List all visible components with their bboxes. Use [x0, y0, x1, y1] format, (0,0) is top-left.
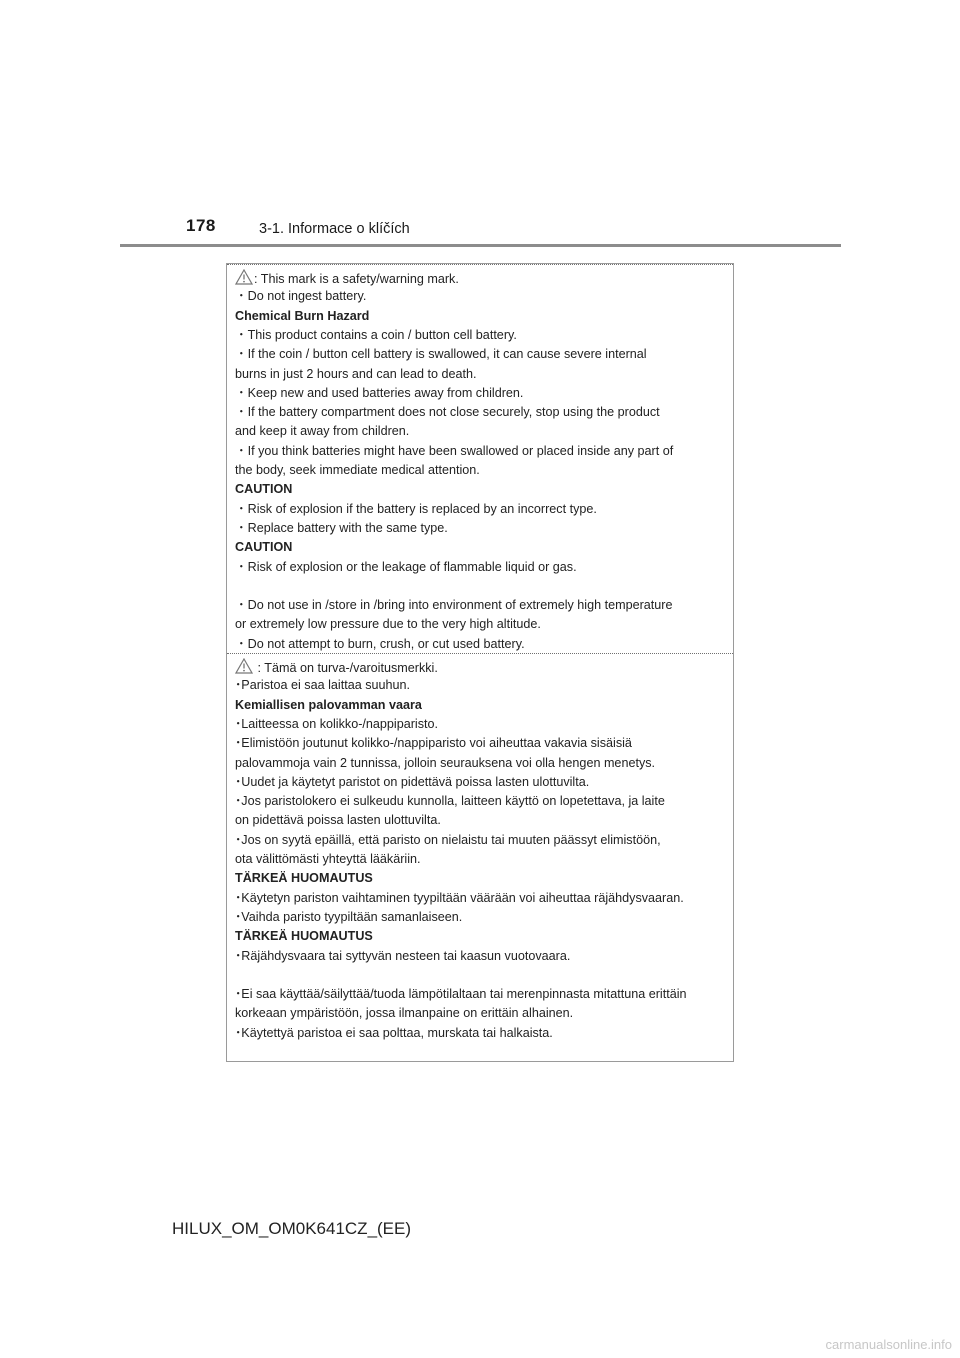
label-line-text: ･Ei saa käyttää/säilyttää/tuoda lämpötilaltaan tai merenpinnasta mitattuna erittäin	[235, 987, 687, 1002]
label-line-text: CAUTION	[235, 540, 293, 555]
finnish-label-line	[235, 890, 684, 906]
label-line-text: ・Keep new and used batteries away from children.	[235, 385, 524, 400]
label-line-text: ・Risk of explosion or the leakage of flammable liquid or gas.	[235, 559, 577, 574]
label-line-text: ･Käytettyä paristoa ei saa polttaa, murskata tai halkaista.	[235, 1025, 553, 1040]
english-label-line	[235, 288, 366, 304]
label-line-text: ･Elimistöön joutunut kolikko-/nappiparisto voi aiheuttaa vakavia sisäisiä	[235, 736, 632, 751]
label-line-text: : Tämä on turva-/varoitusmerkki.	[254, 661, 438, 675]
label-line-text: ・If you think batteries might have been swallowed or placed inside any part of	[235, 443, 674, 458]
english-label-line	[235, 346, 647, 362]
finnish-label-line	[235, 735, 632, 751]
english-label-line	[235, 327, 517, 343]
finnish-label-line	[235, 870, 373, 886]
battery-warning-label	[226, 263, 734, 1062]
finnish-label-line	[235, 755, 655, 771]
label-line-text: ･Jos paristolokero ei sulkeudu kunnolla, laitteen käyttö on lopetettava, ja laite	[235, 794, 665, 809]
label-line-text: TÄRKEÄ HUOMAUTUS	[235, 929, 373, 944]
label-line-text: TÄRKEÄ HUOMAUTUS	[235, 871, 373, 886]
english-label-line	[235, 501, 597, 517]
label-line-text: CAUTION	[235, 482, 293, 497]
watermark: carmanualsonline.info	[825, 1337, 952, 1352]
english-label-line	[235, 385, 523, 401]
label-line-text: burns in just 2 hours and can lead to death.	[235, 366, 477, 381]
finnish-label-line	[235, 928, 373, 944]
finnish-label-line	[235, 851, 421, 867]
finnish-label-line	[235, 1005, 573, 1021]
label-line-text: ・Do not use in /store in /bring into environment of extremely high temperature	[235, 598, 673, 613]
english-label-line	[235, 539, 292, 555]
label-line-text: ・Do not ingest battery.	[235, 289, 367, 304]
label-line-text: palovammoja vain 2 tunnissa, jolloin seurauksena voi olla hengen menetys.	[235, 755, 656, 770]
label-line-text: korkeaan ympäristöön, jossa ilmanpaine on erittäin alhainen.	[235, 1006, 574, 1021]
label-line-text: ･Jos on syytä epäillä, että paristo on nielaistu tai muuten päässyt elimistöön,	[235, 832, 661, 847]
finnish-label-line	[235, 658, 438, 678]
label-line-text: ・Risk of explosion if the battery is replaced by an incorrect type.	[235, 501, 597, 516]
label-line-text: ota välittömästi yhteyttä lääkäriin.	[235, 852, 421, 866]
english-label-line	[235, 636, 525, 652]
finnish-label-line	[235, 677, 410, 693]
label-line-text: ･Laitteessa on kolikko-/nappiparisto.	[235, 716, 439, 731]
english-label-line	[235, 559, 577, 575]
page-number: 178	[186, 216, 216, 235]
label-line-text: ・This product contains a coin / button cell battery.	[235, 327, 517, 342]
label-line-text: ・If the coin / button cell battery is swallowed, it can cause severe internal	[235, 347, 647, 362]
english-label-line	[235, 462, 480, 478]
label-line-text: ･Käytetyn pariston vaihtaminen tyypiltään väärään voi aiheuttaa räjähdysvaaran.	[235, 890, 684, 905]
label-line-text: : This mark is a safety/warning mark.	[254, 272, 459, 286]
finnish-label-line	[235, 948, 570, 964]
label-line-text: Kemiallisen palovamman vaara	[235, 697, 422, 712]
english-label-line	[235, 481, 292, 497]
label-line-text: ・If the battery compartment does not close securely, stop using the product	[235, 405, 660, 420]
label-line-text: ･Vaihda paristo tyypiltään samanlaiseen.	[235, 909, 463, 924]
finnish-label-line	[235, 793, 665, 809]
label-line-text: on pidettävä poissa lasten ulottuvilta.	[235, 813, 441, 828]
warning-triangle-icon	[235, 658, 253, 678]
label-line-text: ･Uudet ja käytetyt paristot on pidettävä poissa lasten ulottuvilta.	[235, 774, 590, 789]
label-line-text: ・Do not attempt to burn, crush, or cut used battery.	[235, 636, 525, 651]
english-label-line	[235, 423, 409, 439]
warning-triangle-icon	[235, 269, 253, 289]
finnish-label-line	[235, 697, 422, 713]
english-label-line	[235, 308, 369, 324]
label-top-rule	[227, 264, 733, 265]
label-line-text: ･Räjähdysvaara tai syttyvän nesteen tai kaasun vuotovaara.	[235, 948, 571, 963]
english-label-line	[235, 366, 477, 382]
english-label-line	[235, 520, 448, 536]
label-divider	[227, 653, 733, 654]
finnish-label-line	[235, 832, 661, 848]
english-label-line	[235, 269, 459, 289]
label-line-text: the body, seek immediate medical attention.	[235, 463, 480, 477]
label-line-text: Chemical Burn Hazard	[235, 308, 370, 323]
finnish-label-line	[235, 986, 687, 1002]
english-label-line	[235, 443, 673, 459]
finnish-label-line	[235, 774, 589, 790]
english-label-line	[235, 597, 673, 613]
finnish-label-line	[235, 716, 438, 732]
english-label-line	[235, 404, 660, 420]
finnish-label-line	[235, 1025, 553, 1041]
finnish-label-line	[235, 812, 441, 828]
label-line-text: or extremely low pressure due to the very high altitude.	[235, 617, 541, 632]
section-title: 3-1. Informace o klíčích	[259, 221, 410, 237]
label-line-text: and keep it away from children.	[235, 424, 410, 439]
label-line-text: ・Replace battery with the same type.	[235, 520, 448, 535]
english-label-line	[235, 616, 541, 632]
document-code: HILUX_OM_OM0K641CZ_(EE)	[172, 1219, 412, 1238]
finnish-label-line	[235, 909, 462, 925]
label-line-text: ･Paristoa ei saa laittaa suuhun.	[235, 678, 411, 693]
header-rule	[120, 244, 841, 247]
